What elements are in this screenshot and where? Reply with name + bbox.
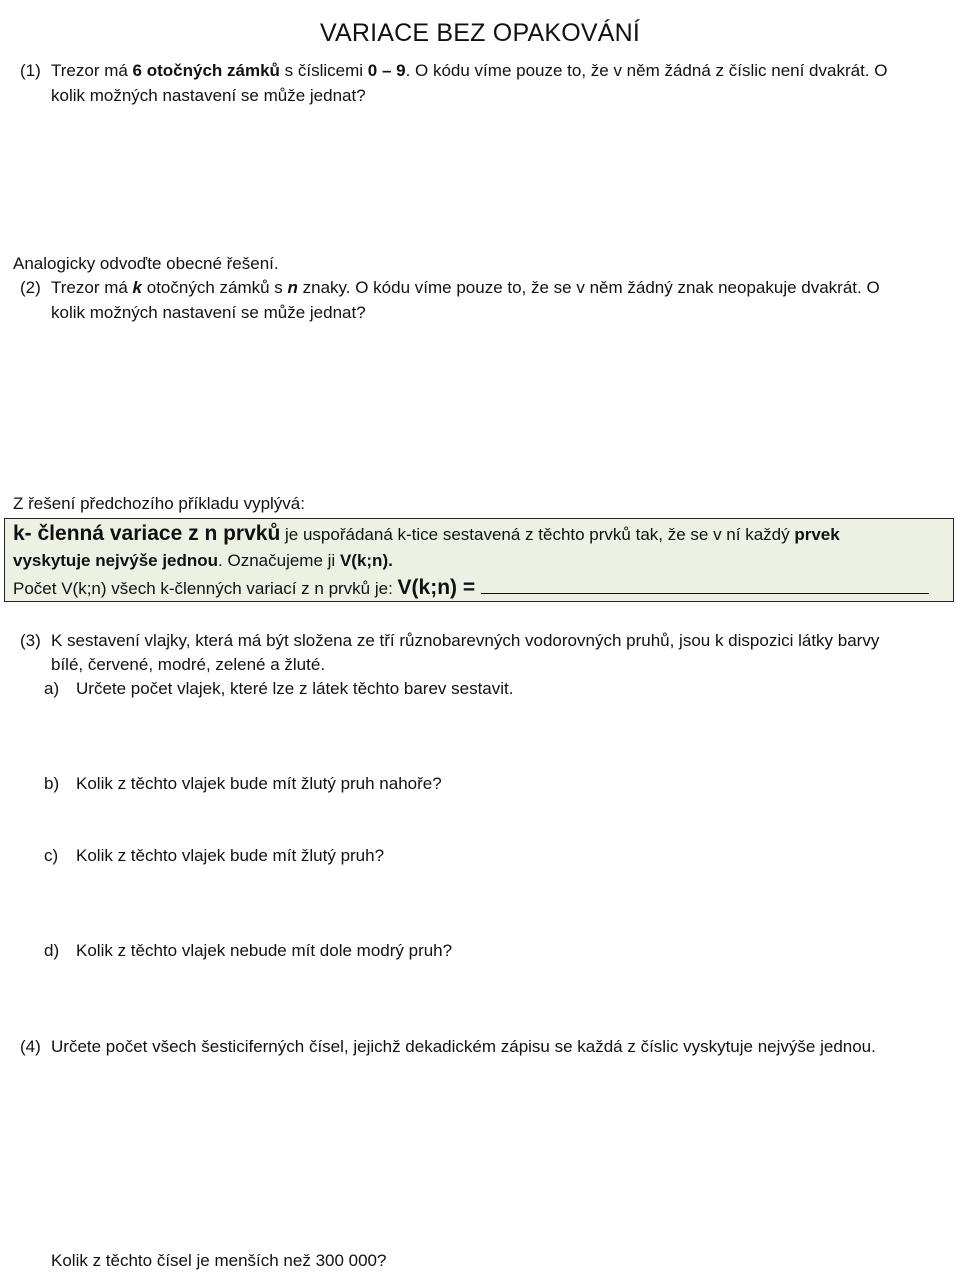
definition-term: k- členná variace z n prvků — [13, 522, 281, 545]
problem-1-number: (1) — [20, 61, 41, 80]
problem-1-line-1: Trezor má 6 otočných zámků s číslicemi 0 – 9. O kódu víme pouze to, že v něm žádná z číslic není dvakrát. O — [51, 61, 888, 80]
problem-4-text: Určete počet všech šesticiferných čísel, jejichž dekadickém zápisu se každá z číslic vyskytuje nejvýše jednou. — [51, 1037, 876, 1056]
problem-3-number: (3) — [20, 631, 41, 650]
analogy-text: Analogicky odvoďte obecné řešení. — [13, 254, 279, 273]
page-title: VARIACE BEZ OPAKOVÁNÍ — [319, 18, 641, 47]
problem-3-line-1: K sestavení vlajky, která má být složena ze tří různobarevných vodorovných pruhů, jsou k dispozici látky barvy — [51, 631, 880, 650]
problem-2-number: (2) — [20, 278, 41, 297]
definition-line-2: vyskytuje nejvýše jednou. Označujeme ji V(k;n). — [13, 551, 393, 570]
problem-4-number: (4) — [20, 1037, 41, 1056]
problem-3-line-2: bílé, červené, modré, zelené a žluté. — [51, 655, 326, 674]
derivation-text: Z řešení předchozího příkladu vyplývá: — [13, 494, 305, 513]
problem-3d-text: Kolik z těchto vlajek nebude mít dole modrý pruh? — [76, 941, 453, 960]
answer-blank[interactable] — [481, 575, 929, 594]
definition-line-1: k- členná variace z n prvků je uspořádaná k-tice sestavená z těchto prvků tak, že se v ní každý prvek — [13, 522, 840, 545]
problem-3c-text: Kolik z těchto vlajek bude mít žlutý pruh? — [76, 846, 385, 865]
problem-1-line-2: kolik možných nastavení se může jednat? — [51, 86, 366, 105]
problem-3a-text: Určete počet vlajek, které lze z látek těchto barev sestavit. — [76, 679, 514, 698]
problem-3b-text: Kolik z těchto vlajek bude mít žlutý pruh nahoře? — [76, 774, 442, 793]
problem-4-followup: Kolik z těchto čísel je menších než 300 000? — [51, 1251, 387, 1270]
problem-3a-label: a) — [44, 679, 60, 698]
definition-line-3: Počet V(k;n) všech k-členných variací z n prvků je: V(k;n) = — [13, 575, 929, 602]
problem-2-line-2: kolik možných nastavení se může jednat? — [51, 303, 366, 322]
problem-2-line-1: Trezor má k otočných zámků s n znaky. O kódu víme pouze to, že se v něm žádný znak neopakuje dvakrát. O — [51, 278, 880, 297]
problem-3c-label: c) — [44, 846, 59, 865]
problem-3d-label: d) — [44, 941, 60, 960]
problem-3b-label: b) — [44, 774, 60, 793]
